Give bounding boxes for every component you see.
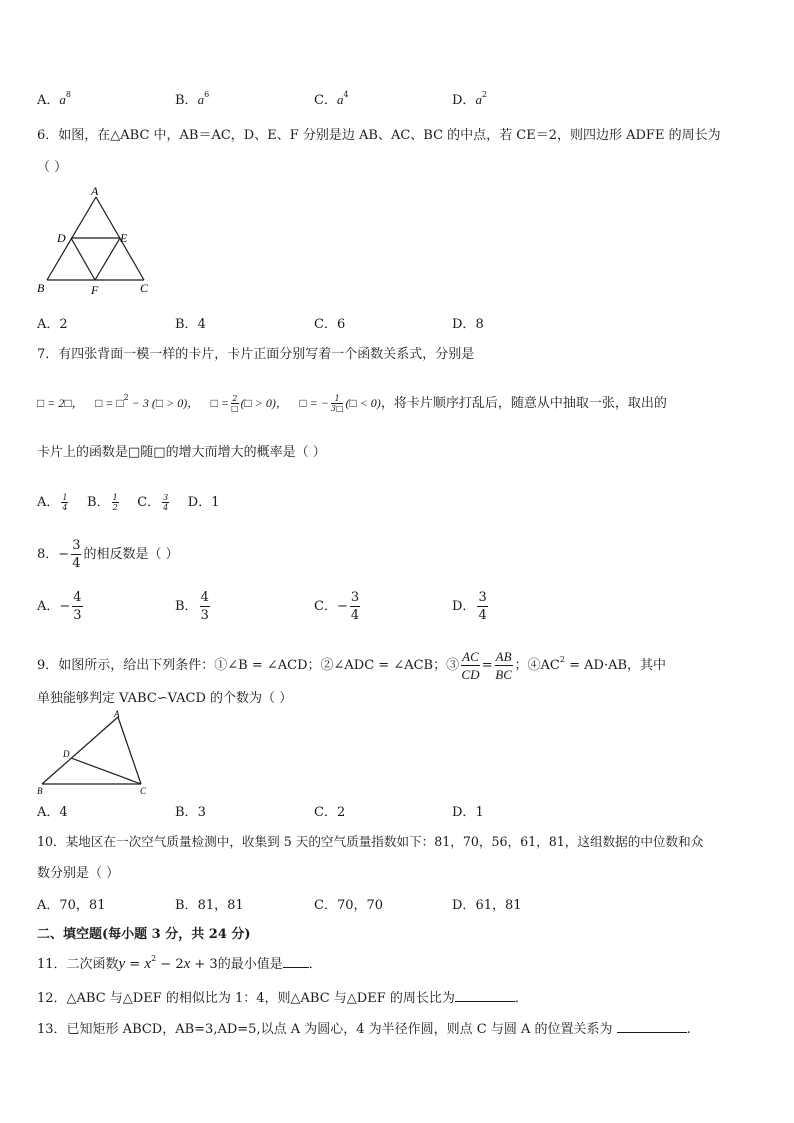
q9-line2: 单独能够判定 VABC∽VACD 的个数为（ ） (37, 691, 293, 706)
q7-options (37, 489, 220, 517)
q7-stem: 7．有四张背面一模一样的卡片，卡片正面分别写着一个函数关系式，分别是 (37, 347, 475, 362)
q6-triangle-figure (30, 183, 160, 298)
q6-option-c: C．6 (314, 317, 346, 332)
q12-stem: 12．△ABC 与△DEF 的相似比为 1：4，则△ABC 与△DEF 的周长比为 ． (37, 991, 528, 1006)
q7-line3: 卡片上的函数是□随□的增大而增大的概率是（ ） (37, 445, 326, 460)
q6-option-d: D．8 (452, 317, 484, 332)
q5-option-d: D．$a^2$ (452, 90, 488, 108)
q9-fraction-ab-bc: $\frac{AB}{BC}$ (495, 649, 512, 682)
q10-option-c: C．70，70 (314, 898, 384, 913)
q9-option-a: A．4 (37, 805, 68, 820)
q7-option-b: B． $\frac{1}{2}$ (87, 493, 118, 512)
q7-function-4-fraction: $\frac{1}{3□}$ (330, 394, 344, 413)
q6-label-e: E (120, 231, 128, 245)
q11-stem: 11．二次函数$y = x^2 - 2x + 3$的最小值是 ． (37, 954, 322, 972)
q5-option-c: C．$a^4$ (314, 90, 349, 108)
q9-fraction-ac-cd: $\frac{AC}{CD}$ (461, 649, 480, 682)
q8-option-d: D． $\frac{3}{4}$ (452, 590, 487, 623)
q12-answer-blank[interactable] (455, 989, 515, 1002)
q10-line1: 10．某地区在一次空气质量检测中，收集到 5 天的空气质量指数如下：81，70，56，61，81，这组数据的中位数和众 (37, 834, 704, 849)
q8-option-b: B． $\frac{4}{3}$ (175, 590, 209, 623)
q8-fraction: $\frac{3}{4}$ (72, 538, 81, 571)
q11-answer-blank[interactable] (283, 955, 309, 968)
q5-option-b: B．$a^6$ (175, 90, 210, 108)
q9-option-b: B．3 (175, 805, 206, 820)
q10-line2: 数分别是（ ） (37, 866, 120, 881)
q8-option-c: C．− $\frac{3}{4}$ (314, 590, 360, 623)
q6-option-b: B．4 (175, 317, 206, 332)
q9-stem: 9．如图所示，给出下列条件：①∠B = ∠ACD；②∠ADC = ∠ACB；③ $\frac{AC}{CD}$ = $\frac{AB}{BC}$ ；$④AC^2 = AD\cdot AB$，其中 (37, 649, 667, 682)
q7-functions-line: □ = 2□， □ = □$^2$ − 3 (□ > 0)， □ = $\frac{2}{□}$ (□ > 0)， □ = − $\frac{1}{3□}$ (□ < 0)，将卡片顺序打乱后，随意从中抽取一张，取出的 (37, 393, 667, 413)
q9-option-c: C．2 (314, 805, 346, 820)
q6-label-b: B (37, 281, 45, 295)
section-2-title: 二、填空题(每小题 3 分，共 24 分) (37, 927, 251, 942)
q5-option-a: A．$a^8$ (37, 90, 71, 108)
q6-option-a: A．2 (37, 317, 68, 332)
q9-triangle-figure (34, 707, 154, 797)
q7-option-c: C． $\frac{3}{4}$ (137, 493, 169, 512)
q7-function-1: □ = 2□， (37, 396, 84, 410)
q9-label-b: B (37, 786, 43, 796)
q6-stem: 6．如图，在△ABC 中，AB＝AC，D、E、F 分别是边 AB、AC、BC 的中点，若 CE＝2，则四边形 ADFE 的周长为 (37, 128, 721, 143)
q8-stem: 8．− $\frac{3}{4}$ 的相反数是（ ） (37, 538, 179, 571)
q13-answer-blank[interactable] (617, 1020, 687, 1033)
q6-paren: （ ） (37, 160, 68, 175)
q10-option-a: A．70，81 (37, 898, 106, 913)
q7-function-3-fraction: $\frac{2}{□}$ (231, 394, 239, 413)
q6-label-a: A (91, 184, 99, 198)
q7-option-a: A． $\frac{1}{4}$ (37, 493, 68, 512)
q10-option-d: D．61，81 (452, 898, 522, 913)
q8-option-a: A．− $\frac{4}{3}$ (37, 590, 82, 623)
q6-label-f: F (91, 283, 99, 297)
q7-option-d: D．1 (187, 495, 220, 510)
q10-option-b: B．81，81 (175, 898, 244, 913)
q9-label-d: D (63, 749, 70, 759)
q6-label-d: D (57, 231, 66, 245)
q13-stem: 13．已知矩形 ABCD，AB=3,AD=5,以点 A 为圆心，4 为半径作圆，则点 C 与圆 A 的位置关系为 . (37, 1022, 691, 1037)
q9-label-c: C (140, 786, 147, 796)
q6-label-c: C (140, 281, 149, 295)
q9-label-a: A (114, 709, 120, 719)
q9-option-d: D．1 (452, 805, 484, 820)
